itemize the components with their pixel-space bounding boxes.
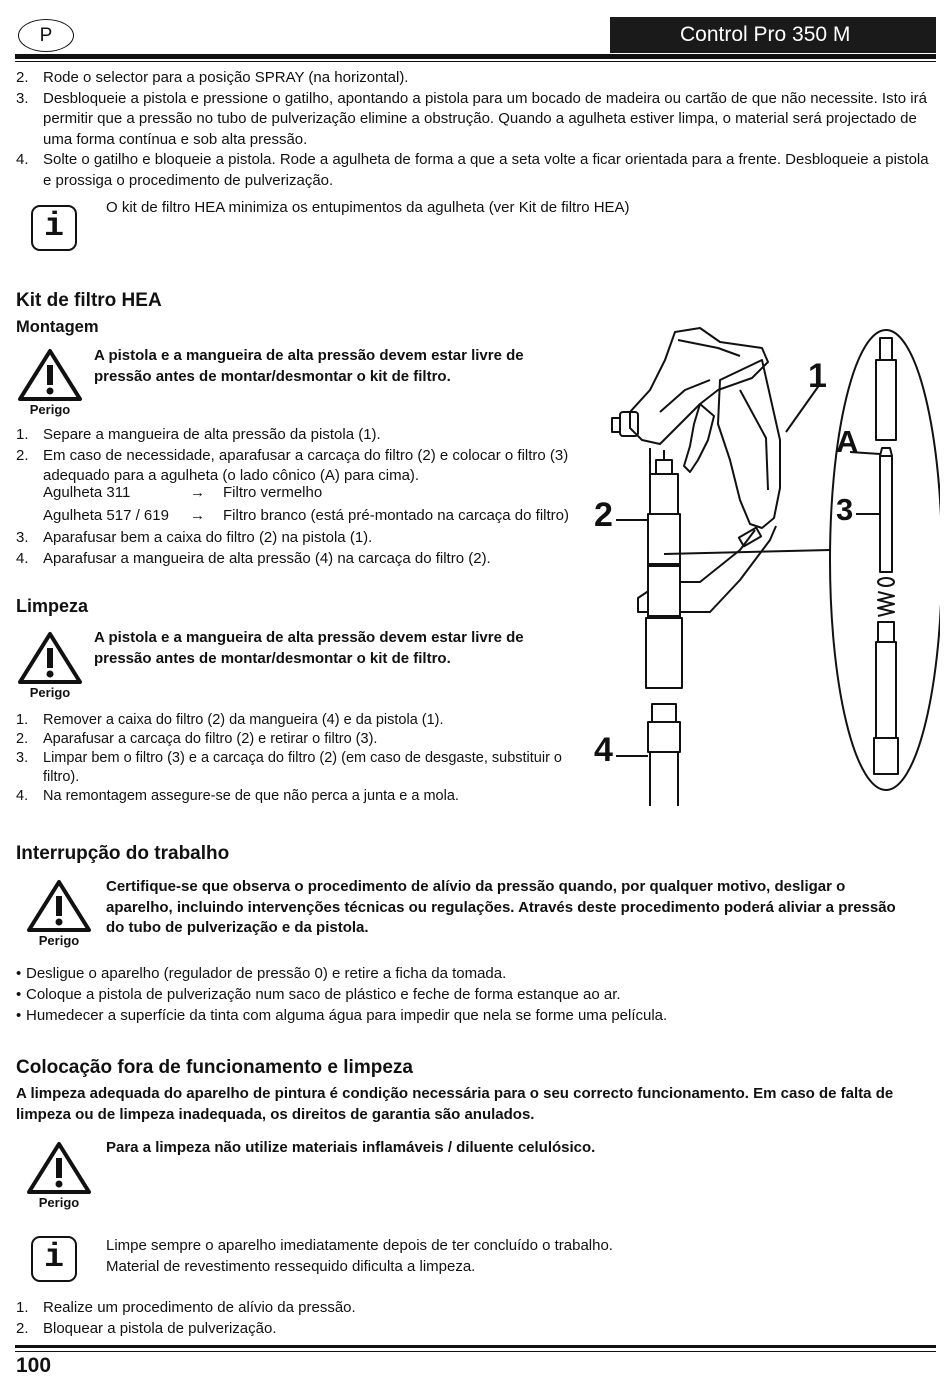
warning-caption: Perigo <box>38 1195 80 1210</box>
info-icon: i <box>31 1236 77 1282</box>
list-item: 4. Solte o gatilho e bloqueie a pistola. Rode a agulheta de forma a que a seta volte a ficar orientada para a frente. Desbloqueie a pistola e prossiga o procedimento de pulverização. <box>16 151 929 189</box>
footer-rule <box>15 1345 936 1348</box>
language-badge: P <box>18 19 74 52</box>
list-item: 1. Realize um procedimento de alívio da pressão. <box>16 1299 356 1316</box>
limpeza-steps <box>16 711 586 806</box>
header-rule-thin <box>15 61 936 62</box>
warning-sign <box>17 348 83 417</box>
list-item: • Desligue o aparelho (regulador de pressão 0) e retire a ficha da tomada. <box>16 963 916 984</box>
warning-caption: Perigo <box>38 933 80 948</box>
callout-cone: A <box>836 424 859 459</box>
info-icon: i <box>31 205 77 251</box>
warning-caption: Perigo <box>29 402 71 417</box>
danger-triangle-icon <box>17 348 83 402</box>
callout-housing: 2 <box>594 496 613 534</box>
filter-type: Filtro vermelho <box>223 484 323 501</box>
warning-sign <box>26 879 92 948</box>
list-item: 1. Remover a caixa do filtro (2) da mangueira (4) e da pistola (1). <box>16 712 444 728</box>
list-item: 4. Aparafusar a mangueira de alta pressão (4) na carcaça do filtro (2). <box>16 549 491 567</box>
info-note: Material de revestimento ressequido dificulta a limpeza. <box>106 1258 476 1275</box>
nozzle-arrow: → <box>190 484 205 501</box>
nozzle-row: Agulheta 311 <box>43 484 131 501</box>
montagem-steps-a <box>16 425 576 487</box>
header-rule <box>15 54 936 59</box>
document-title-bar: Control Pro 350 M <box>610 17 936 53</box>
montagem-steps-b <box>16 528 586 569</box>
list-item: 4. Na remontagem assegure-se de que não perca a junta e a mola. <box>16 788 459 804</box>
page-number: 100 <box>16 1354 52 1377</box>
section-title-colocacao: Colocação fora de funcionamento e limpeza <box>16 1057 413 1078</box>
nozzle-row: Agulheta 517 / 619 <box>43 507 169 524</box>
filter-type: Filtro branco (está pré-montado na carcaça do filtro) <box>223 507 569 524</box>
section-intro: A limpeza adequada do aparelho de pintura é condição necessária para o seu correcto funcionamento. Em caso de falta de limpeza ou de limpeza inadequada, os direitos de garantia são anulados. <box>16 1085 894 1123</box>
footer-rule-thin <box>15 1351 936 1352</box>
warning-text: Certifique-se que observa o procedimento de alívio da pressão quando, por qualquer motivo, desligar o aparelho, incluindo intervenções técnicas ou regulações. Através deste procedimento poderá aliviar a pressão do tubo de pulverização e da pistola. <box>106 878 896 936</box>
list-item: • Coloque a pistola de pulverização num saco de plástico e feche de forma estanque ao ar. <box>16 984 916 1005</box>
list-item: 3. Desbloqueie a pistola e pressione o gatilho, apontando a pistola para um bocado de madeira ou cartão de que não necessite. Isto irá permitir que a pressão no tubo de pulverização elimine a obstrução. Quando a agulheta estiver limpa, o material será projectado de uma forma contínua e sob alta pressão. <box>16 89 927 148</box>
intro-steps <box>16 68 931 191</box>
warning-sign <box>17 631 83 700</box>
callout-filter: 3 <box>836 492 854 527</box>
list-item: 1. Separe a mangueira de alta pressão da pistola (1). <box>16 426 381 443</box>
list-item: 2. Rode o selector para a posição SPRAY (na horizontal). <box>16 69 409 86</box>
warning-text: A pistola e a mangueira de alta pressão devem estar livre de pressão antes de montar/desmontar o kit de filtro. <box>94 629 524 667</box>
colocacao-steps <box>16 1298 716 1339</box>
filter-kit-diagram <box>590 320 940 810</box>
list-item: 3. Aparafusar bem a caixa do filtro (2) na pistola (1). <box>16 529 373 546</box>
subsection-title-limpeza: Limpeza <box>16 596 89 616</box>
list-item: • Humedecer a superfície da tinta com alguma água para impedir que nela se forme uma película. <box>16 1005 916 1026</box>
info-note: Limpe sempre o aparelho imediatamente depois de ter concluído o trabalho. <box>106 1237 613 1254</box>
section-title-kit: Kit de filtro HEA <box>16 290 162 311</box>
danger-triangle-icon <box>26 879 92 933</box>
list-item: 2. Bloquear a pistola de pulverização. <box>16 1319 277 1337</box>
nozzle-arrow: → <box>190 507 205 524</box>
warning-text: A pistola e a mangueira de alta pressão devem estar livre de pressão antes de montar/desmontar o kit de filtro. <box>94 347 524 385</box>
info-note: O kit de filtro HEA minimiza os entupimentos da agulheta (ver Kit de filtro HEA) <box>106 199 630 216</box>
list-item: 3. Limpar bem o filtro (3) e a carcaça do filtro (2) (em caso de desgaste, substituir o filtro). <box>16 750 562 785</box>
warning-sign <box>26 1141 92 1210</box>
section-title-interrupcao: Interrupção do trabalho <box>16 843 230 864</box>
warning-caption: Perigo <box>29 685 71 700</box>
list-item: 2. Aparafusar a carcaça do filtro (2) e retirar o filtro (3). <box>16 731 378 747</box>
subsection-title-montagem: Montagem <box>16 318 99 336</box>
warning-text: Para a limpeza não utilize materiais inflamáveis / diluente celulósico. <box>106 1139 596 1156</box>
danger-triangle-icon <box>26 1141 92 1195</box>
interrupcao-bullets <box>16 963 916 1026</box>
danger-triangle-icon <box>17 631 83 685</box>
callout-gun: 1 <box>808 357 827 395</box>
callout-hose: 4 <box>594 731 613 769</box>
list-item: 2. Em caso de necessidade, aparafusar a carcaça do filtro (2) e colocar o filtro (3) adequado para a agulheta (o lado cônico (A) para cima). <box>16 446 569 484</box>
